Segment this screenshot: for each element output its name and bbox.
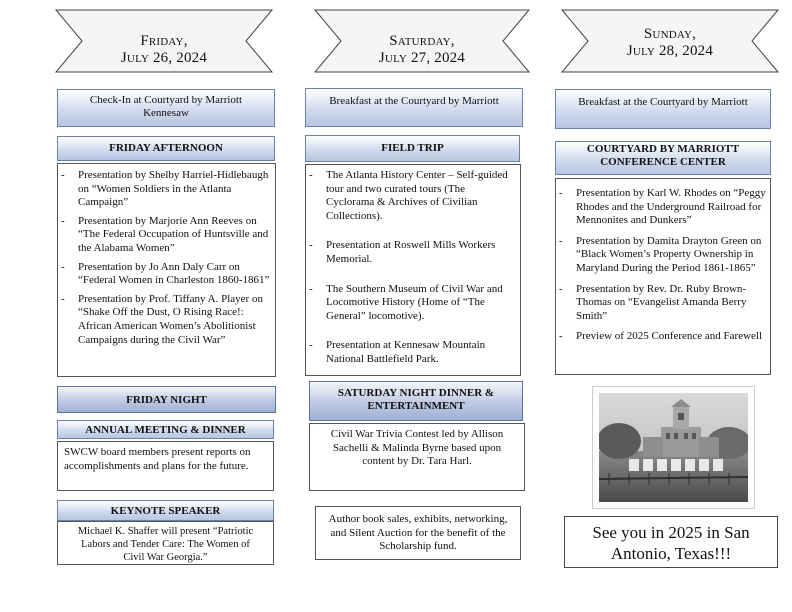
sunday-list bbox=[555, 178, 771, 375]
trivia-text: Civil War Trivia Contest led by Allison Sachelli & Malinda Byrne based upon content by Dr. Tara Harl. bbox=[330, 428, 504, 468]
saturday-date: July 27, 2024 bbox=[378, 50, 466, 66]
friday-day: Friday, bbox=[140, 33, 188, 49]
sunday-date: July 28, 2024 bbox=[626, 43, 714, 59]
list-item: - Presentation by Jo Ann Daly Carr on “Federal Women in Charleston 1860-1861” bbox=[58, 261, 272, 288]
courtyard-header bbox=[555, 141, 771, 175]
sunday-breakfast-box bbox=[555, 89, 771, 129]
closing-text: See you in 2025 in San Antonio, Texas!!! bbox=[592, 523, 750, 563]
list-item: - Presentation by Damita Drayton Green on “Black Women’s Property Ownership in Maryland During the Period 1861-1865” bbox=[556, 235, 766, 276]
annual-meeting-box bbox=[57, 441, 274, 491]
closing-box bbox=[564, 516, 778, 568]
historic-photo bbox=[592, 386, 755, 509]
friday-afternoon-items bbox=[58, 169, 272, 347]
trivia-box bbox=[309, 423, 525, 491]
list-item: - Presentation by Marjorie Ann Reeves on “The Federal Occupation of Huntsville and the Alabama Women” bbox=[58, 215, 272, 256]
friday-date-banner bbox=[54, 8, 274, 74]
saturday-dinner-title: SATURDAY NIGHT DINNER & ENTERTAINMENT bbox=[337, 387, 495, 412]
friday-afternoon-title: FRIDAY AFTERNOON bbox=[109, 142, 223, 154]
saturday-breakfast-text: Breakfast at the Courtyard by Marriott bbox=[329, 95, 499, 107]
list-item: - Presentation by Prof. Tiffany A. Player on “Shake Off the Dust, O Rising Race!: African American Women’s Abolitionist Campaigns during the Civil War” bbox=[58, 293, 272, 347]
keynote-text: Michael K. Shaffer will present “Patriotic Labors and Tender Care: The Women of Civil War Georgia.” bbox=[77, 526, 254, 563]
field-trip-items bbox=[306, 169, 512, 367]
friday-checkin-box bbox=[57, 89, 275, 127]
list-item: - Presentation by Shelby Harriel-Hidlebaugh on “Women Soldiers in the Atlanta Campaign” bbox=[58, 169, 272, 210]
annual-meeting-header bbox=[57, 420, 274, 439]
list-item: - Preview of 2025 Conference and Farewell bbox=[556, 330, 766, 344]
sunday-date-banner bbox=[560, 8, 780, 74]
friday-night-header bbox=[57, 386, 276, 413]
saturday-date-banner bbox=[313, 8, 531, 74]
field-trip-list bbox=[305, 164, 521, 376]
keynote-title: KEYNOTE SPEAKER bbox=[110, 505, 221, 517]
keynote-box bbox=[57, 521, 274, 565]
friday-afternoon-list bbox=[57, 163, 276, 377]
list-item: - The Southern Museum of Civil War and Locomotive History (Home of “The General” locomotive). bbox=[306, 283, 512, 324]
saturday-day: Saturday, bbox=[389, 33, 455, 49]
annual-meeting-title: ANNUAL MEETING & DINNER bbox=[85, 424, 246, 436]
sunday-day: Sunday, bbox=[643, 26, 697, 42]
annual-meeting-text: SWCW board members present reports on accomplishments and plans for the future. bbox=[64, 446, 251, 472]
saturday-breakfast-box bbox=[305, 88, 523, 127]
list-item: - Presentation at Kennesaw Mountain National Battlefield Park. bbox=[306, 339, 512, 366]
auction-box bbox=[315, 506, 521, 560]
courthouse-photo-icon bbox=[599, 393, 748, 502]
sunday-items bbox=[556, 187, 766, 344]
field-trip-header bbox=[305, 135, 520, 162]
friday-afternoon-header bbox=[57, 136, 275, 161]
courtyard-title: COURTYARD BY MARRIOTT CONFERENCE CENTER bbox=[586, 143, 740, 168]
saturday-dinner-header bbox=[309, 381, 523, 421]
field-trip-title: FIELD TRIP bbox=[381, 142, 444, 154]
keynote-header bbox=[57, 500, 274, 521]
list-item: - Presentation at Roswell Mills Workers Memorial. bbox=[306, 239, 512, 266]
sunday-breakfast-text: Breakfast at the Courtyard by Marriott bbox=[578, 96, 748, 108]
friday-checkin-text: Check-In at Courtyard by Marriott Kennesaw bbox=[89, 94, 243, 119]
auction-text: Author book sales, exhibits, networking, and Silent Auction for the benefit of the Scholarship fund. bbox=[328, 513, 508, 553]
list-item: - The Atlanta History Center – Self-guided tour and two curated tours (The Cyclorama & Archives of Civilian Collections). bbox=[306, 169, 512, 223]
list-item: - Presentation by Rev. Dr. Ruby Brown-Thomas on “Evangelist Amanda Berry Smith” bbox=[556, 283, 766, 324]
friday-night-title: FRIDAY NIGHT bbox=[126, 394, 207, 406]
list-item: - Presentation by Karl W. Rhodes on “Peggy Rhodes and the Underground Railroad for Mennonites and Dunkers” bbox=[556, 187, 766, 228]
friday-date: July 26, 2024 bbox=[120, 50, 208, 66]
